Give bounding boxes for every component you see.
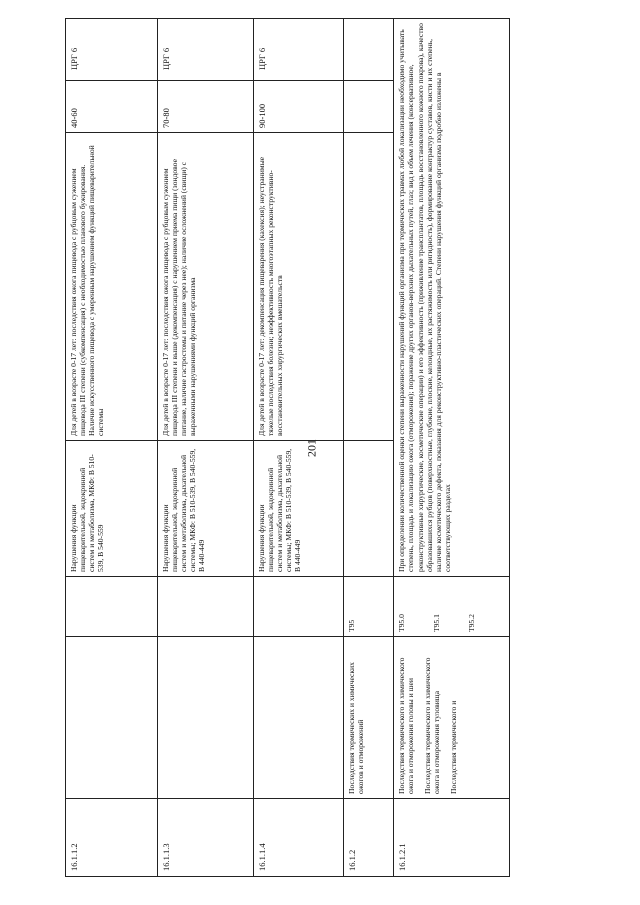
table-row xyxy=(394,19,510,877)
cpg-group: ЦРГ 6 xyxy=(158,19,254,81)
condition-name xyxy=(254,637,344,799)
percent-range: 70-80 xyxy=(158,81,254,133)
icd-code: T95.0 xyxy=(397,614,406,632)
icd-code xyxy=(66,577,158,637)
condition-name-stack xyxy=(394,637,510,799)
criteria-text: Для детей в возрасте 0-17 лет: декомпенсация пищеварения (кахексия); неустранимые тяжелые последствия болезни; неэффективность многоэтапных реконструктивно-восстановительных хирургических вмешательств xyxy=(254,133,344,441)
cpg-group: ЦРГ 6 xyxy=(254,19,344,81)
cpg-group: ЦРГ 6 xyxy=(66,19,158,81)
table-row xyxy=(254,19,344,877)
table-row xyxy=(158,19,254,877)
row-code: 16.1.1.3 xyxy=(158,799,254,877)
criteria-text: Для детей в возрасте 0-17 лет: последствия ожога пищевода с рубцовым сужением пищевода III степени и выше (декомпенсация) с нарушением приема пищи (зондовое питание, наличие гастростомы и питание через нее); наличие осложнений (свищи) с выраженными нарушениями функций организма xyxy=(158,133,254,441)
table-row xyxy=(344,19,394,877)
function-impairment: Нарушения функции пищеварительной, эндокринной систем и метаболизма, дыхательной системы; МКФ: B 510-539, B 540-559, B 440-449 xyxy=(158,441,254,577)
percent-range: 40-60 xyxy=(66,81,158,133)
row-code: 16.1.2.1 xyxy=(394,799,510,877)
icd-code xyxy=(158,577,254,637)
condition-name: Последствия термического и химического ожога и отморожения туловища xyxy=(423,657,442,794)
icd-code: T95.2 xyxy=(467,614,477,632)
condition-name: Последствия термических и химических ожогов и отморожений xyxy=(344,637,394,799)
table-row xyxy=(66,19,158,877)
row-code: 16.1.2 xyxy=(344,799,394,877)
icd-code: T95.1 xyxy=(432,614,442,632)
condition-name: Последствия термического и xyxy=(449,700,459,794)
condition-name xyxy=(158,637,254,799)
icd-code xyxy=(254,577,344,637)
disability-criteria-table xyxy=(65,18,510,877)
condition-name: Последствия термического и химического ожога и отморожения головы и шеи xyxy=(397,657,416,794)
function-impairment: Нарушения функции пищеварительной, эндокринной систем и метаболизма, дыхательной системы; МКФ: B 510-539, B 540-559, B 440-449 xyxy=(254,441,344,577)
criteria-text xyxy=(344,133,394,441)
icd-code-stack xyxy=(394,577,510,637)
percent-range xyxy=(344,81,394,133)
percent-range: 90-100 xyxy=(254,81,344,133)
condition-name xyxy=(66,637,158,799)
row-code: 16.1.1.4 xyxy=(254,799,344,877)
function-impairment: Нарушения функции пищеварительной, эндокринной систем и метаболизма, МКФ: B 510-539, B 540-559 xyxy=(66,441,158,577)
cpg-group xyxy=(344,19,394,81)
assessment-note: При определении количественной оценки степени выраженности нарушений функций организма при термических травмах любой локализации необходимо учитывать степень, площадь и локализацию ожога (отморожения); поражение других органов-верхних дыхательных путей, глаз; вид и объем лечения (консервативное, реконструктивные хирургические, косметические операции) и его эффективность (приживление трансплантатов, площадь восстановленного кожного покрова), качество образовавшихся рубцов (поверхностные, глубокие, плоские, келоидные, их растяжимость или ригидность), формирование контрактур суставов, кисти и их степень, наличие косметического дефекта, показания для реконструктивно-пластических операций. Степени нарушения функций организма подробно изложены в соответствующих разделах xyxy=(394,19,510,577)
icd-code: T95 xyxy=(344,577,394,637)
row-code: 16.1.1.2 xyxy=(66,799,158,877)
criteria-text: Для детей в возрасте 0-17 лет: последствия ожога пищевода с рубцовым сужением пищевода III степени (субкомпенсация) с необходимостью планового бужирования. Наличие искусственного пищевода с умеренным нарушением функций пищеварительной системы xyxy=(66,133,158,441)
rotated-sheet xyxy=(65,19,515,877)
function-impairment xyxy=(344,441,394,577)
page-number: 201 xyxy=(304,439,319,457)
